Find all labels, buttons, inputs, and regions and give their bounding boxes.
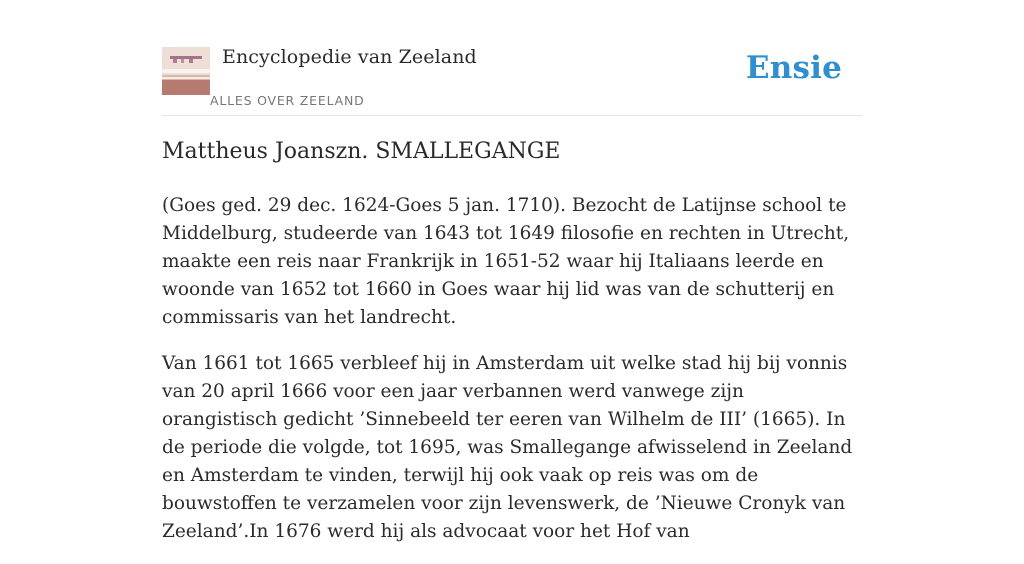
ensie-logo-link[interactable]: Ensie [745, 50, 842, 86]
site-title[interactable]: Encyclopedie van Zeeland [222, 46, 477, 68]
site-tagline: ALLES OVER ZEELAND [210, 93, 365, 108]
site-header [162, 44, 862, 116]
article-body [162, 192, 862, 564]
article-title: Mattheus Joanszn. SMALLEGANGE [162, 139, 561, 164]
book-stack-icon [162, 47, 210, 95]
encyclopedia-avatar[interactable] [162, 47, 210, 95]
article-paragraph-2: Van 1661 tot 1665 verbleef hij in Amsterdam uit welke stad hij bij vonnis van 20 april 1666 voor een jaar verbannen werd vanwege zijn orangistisch gedicht ’Sinnebeeld ter eeren van Wilhelm de III’ (1665). In de periode die volgde, tot 1695, was Smallegange afwisselend in Zeeland en Amsterdam te vinden, terwijl hij ook vaak op reis was om de bouwstoffen te verzamelen voor zijn levenswerk, de ’Nieuwe Cronyk van Zeeland’.In 1676 werd hij als advocaat voor het Hof van [162, 353, 853, 542]
article-paragraph-1: (Goes ged. 29 dec. 1624-Goes 5 jan. 1710). Bezocht de Latijnse school te Middelburg, studeerde van 1643 tot 1649 filosofie en rechten in Utrecht, maakte een reis naar Frankrijk in 1651-52 waar hij Italiaans leerde en woonde van 1652 tot 1660 in Goes waar hij lid was van de schutterij en commissaris van het landrecht. [162, 195, 850, 328]
